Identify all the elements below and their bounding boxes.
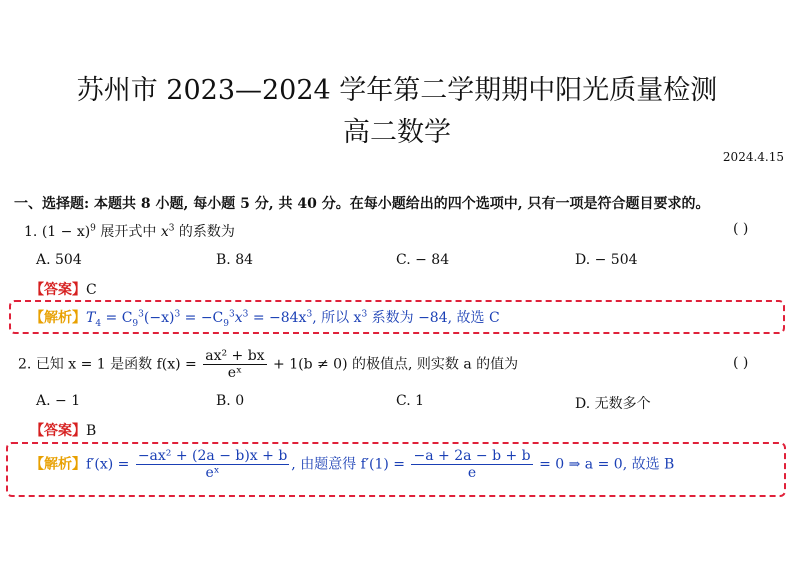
answer-label: 【答案】 (30, 423, 86, 439)
answer-value: C (86, 282, 97, 298)
section-heading: 一、选择题: 本题共 8 小题, 每小题 5 分, 共 40 分。在每小题给出的四个选项中, 只有一项是符合题目要求的。 (14, 196, 710, 212)
fraction: $\frac{\text{−ax² + (2a − b)x + b}}{\text{eˣ}}$ (137, 448, 288, 481)
answer-blank: ( ) (733, 221, 749, 237)
answer-value: B (86, 423, 97, 439)
option-a: A. 504 (36, 252, 82, 268)
answer-blank: ( ) (733, 355, 749, 371)
page-subtitle: 高二数学 (343, 117, 451, 148)
option-c: C. 1 (396, 393, 425, 409)
page-title: 苏州市 2023—2024 学年第二学期期中阳光质量检测 (76, 75, 718, 106)
option-d: D. 无数多个 (575, 396, 651, 412)
option-b: B. 84 (216, 252, 254, 268)
answer-line (30, 279, 97, 299)
answer-line (30, 420, 96, 440)
answer-label: 【答案】 (30, 282, 86, 298)
explanation-label: 【解析】 (30, 310, 86, 326)
fraction: $\frac{-a + 2a - b + b}{e}$ (413, 448, 531, 481)
question-number: 2. (18, 356, 32, 373)
explanation-text: 【解析】f′(x) = $\frac{\text{−ax² + (2a − b)x + b}}{\text{eˣ}}$ , 由题意得 f′(1) = $\frac{-a + 2a - b + b}{e}$ = 0 ⇒ a = 0, 故选 B (30, 448, 675, 481)
exam-date: 2024.4.15 (722, 150, 784, 164)
option-d: D. − 504 (575, 252, 638, 268)
question-1-stem: 1. $(1 - x)^9$ 展开式中 $x^3$ 的系数为 (24, 223, 235, 240)
fraction: $\frac{\text{ax² + bx}}{\text{eˣ}}$ (205, 348, 265, 381)
option-a: A. − 1 (36, 393, 81, 409)
question-number: 1. (24, 224, 38, 240)
option-c: C. − 84 (396, 252, 450, 268)
explanation-text: 【解析】$T_4 = C_9^3(-x)^3 = -C_9^3x^3 = -84x^3$, 所以 $x^3$ 系数为 −84, 故选 C (30, 309, 500, 329)
explanation-label: 【解析】 (30, 456, 86, 473)
question-2-stem: 2. 已知 x = 1 是函数 f(x) = $\frac{\text{ax² + bx}}{\text{eˣ}}$ + 1(b ≠ 0) 的极值点, 则实数 a 的值为 (18, 348, 519, 381)
option-b: B. 0 (216, 393, 245, 409)
